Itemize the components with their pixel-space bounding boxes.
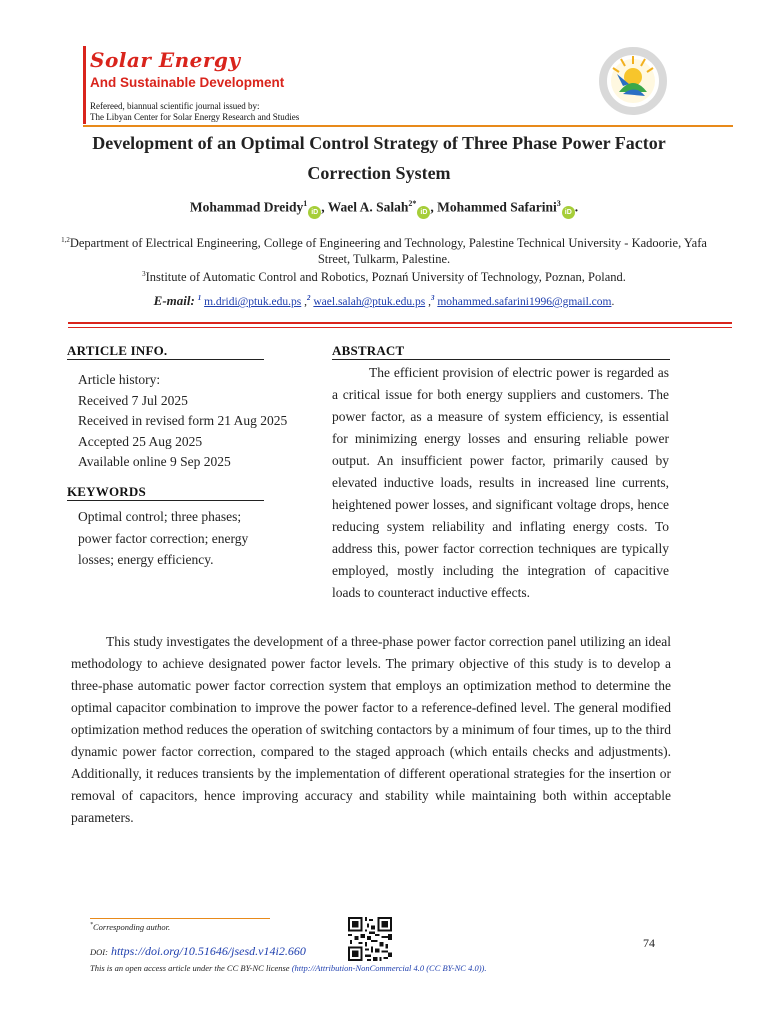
email-sup: 2 <box>307 294 311 303</box>
keywords-text: Optimal control; three phases; power factor correction; energy losses; energy efficiency. <box>78 509 249 567</box>
author-name: Mohammed Safarini <box>437 199 557 215</box>
history-received: Received 7 Jul 2025 <box>78 392 188 408</box>
history-label: Article history: <box>78 372 161 387</box>
journal-logo-icon <box>583 44 683 118</box>
keywords-heading: KEYWORDS <box>67 484 264 501</box>
journal-issuer <box>90 101 299 123</box>
header-divider <box>83 125 733 127</box>
affiliation-1: $^{1,2}$Department of Electrical Engineering, College of Engineering and Technology, Palestine Technical University - Kadoorie, Yafa Street, Tulkarm, Palestine. <box>61 236 707 266</box>
license-text: This is an open access article under the CC BY-NC license <box>90 963 292 973</box>
author-sup: 2* <box>408 199 417 208</box>
email-sup: 3 <box>430 294 435 303</box>
author-name: Mohammad Dreidy <box>189 199 304 215</box>
corresponding-author-note: *Corresponding author. <box>90 922 171 932</box>
author-name: Wael A. Salah <box>327 199 409 215</box>
affiliation-sup: 1,2 <box>61 236 70 244</box>
author-sup: 3 <box>556 199 561 208</box>
issuer-line-2: The Libyan Center for Solar Energy Research and Studies <box>90 112 300 122</box>
author-sup: 1 <box>303 199 308 208</box>
orcid-icon[interactable]: iD <box>308 206 321 219</box>
email-link-3[interactable]: mohammed.safarini1996@gmail.com <box>437 296 612 308</box>
history-online: Available online 9 Sep 2025 <box>78 454 231 469</box>
license-link[interactable]: (http://Attribution-NonCommercial 4.0 (CC BY-NC 4.0)). <box>291 963 487 973</box>
license-line <box>90 963 487 973</box>
orcid-icon[interactable]: iD <box>562 206 575 219</box>
footnote-mark: * <box>90 922 93 929</box>
header-accent-bar <box>83 46 86 124</box>
doi-link[interactable]: https://doi.org/10.51646/jsesd.v14i2.660 <box>110 944 306 958</box>
article-info-heading: ARTICLE INFO. <box>67 343 264 360</box>
doi-label: DOI: <box>90 947 108 957</box>
paper-title: Development of an Optimal Control Strategy of Three Phase Power Factor Correction System <box>92 133 666 183</box>
email-label: E-mail: <box>153 293 195 308</box>
doi-line <box>90 944 306 959</box>
affiliations <box>60 233 708 286</box>
body-paragraph: This study investigates the development of a three-phase power factor correction panel utilizing an ideal methodology to achieve designated power factor levels. The primary objective of this study is to develop a three-phase automatic power factor correction system that employs an optimization method to determine the optimal capacitor combination to improve the power factor to a reference-defined level. The general modified optimization method reduces the operation of switching contactors by a minimum of four times, up to the third dynamic power factor correction, compared to the staged approach (which entails checks and adjustments). Additionally, it reduces transients by the implementation of different operational strategies for the insertion or removal of capacitors, hence improving accuracy and stability while maintaining both within acceptable parameters. <box>71 634 671 825</box>
orcid-icon[interactable]: iD <box>417 206 430 219</box>
qr-code-icon <box>348 917 392 961</box>
journal-title: Solar Energy <box>90 48 241 72</box>
article-history <box>78 370 287 473</box>
history-accepted: Accepted 25 Aug 2025 <box>78 433 203 449</box>
journal-subtitle: And Sustainable Development <box>90 75 285 90</box>
section-divider-top <box>68 322 732 324</box>
author-list: Mohammad Dreidy$^1$iD , Wael A. Salah$^{2*}$iD , Mohammed Safarini$^3$iD . <box>60 199 708 219</box>
email-link-1[interactable]: m.dridi@ptuk.edu.ps <box>204 296 302 308</box>
history-revised: Received in revised form 21 Aug 2025 <box>78 413 288 428</box>
page-number: 74 <box>643 936 655 950</box>
affiliation-2: $^3$Institute of Automatic Control and Robotics, Poznań University of Technology, Poznan, Poland. <box>142 270 626 285</box>
email-line: E-mail: $^1$ m.dridi@ptuk.edu.ps ,$^2$ wael.salah@ptuk.edu.ps ,$^3$ mohammed.safarini1996@gmail.com. <box>153 293 615 308</box>
section-divider-bottom <box>68 327 732 328</box>
issuer-line-1: Refereed, biannual scientific journal issued by: <box>90 101 260 111</box>
footnote-divider <box>90 918 270 919</box>
abstract-text: The efficient provision of electric power is regarded as a critical issue for both energy suppliers and customers. The power factor, as a measure of system efficiency, is essential for minimizing energy losses and ensuring reliable power output. An insufficient power factor, primarily caused by elevated inductive loads, results in increased line currents, heightened power losses, and significant voltage drops, hence reducing system reliability and inflating energy costs. To address this, power factor correction techniques are typically employed, mostly including the integration of capacitive loads to counteract inductive effects. <box>332 365 669 600</box>
email-sup: 1 <box>197 294 202 303</box>
abstract-heading: ABSTRACT <box>332 343 670 360</box>
email-link-2[interactable]: wael.salah@ptuk.edu.ps <box>313 296 426 308</box>
affiliation-sup: 3 <box>142 270 146 279</box>
